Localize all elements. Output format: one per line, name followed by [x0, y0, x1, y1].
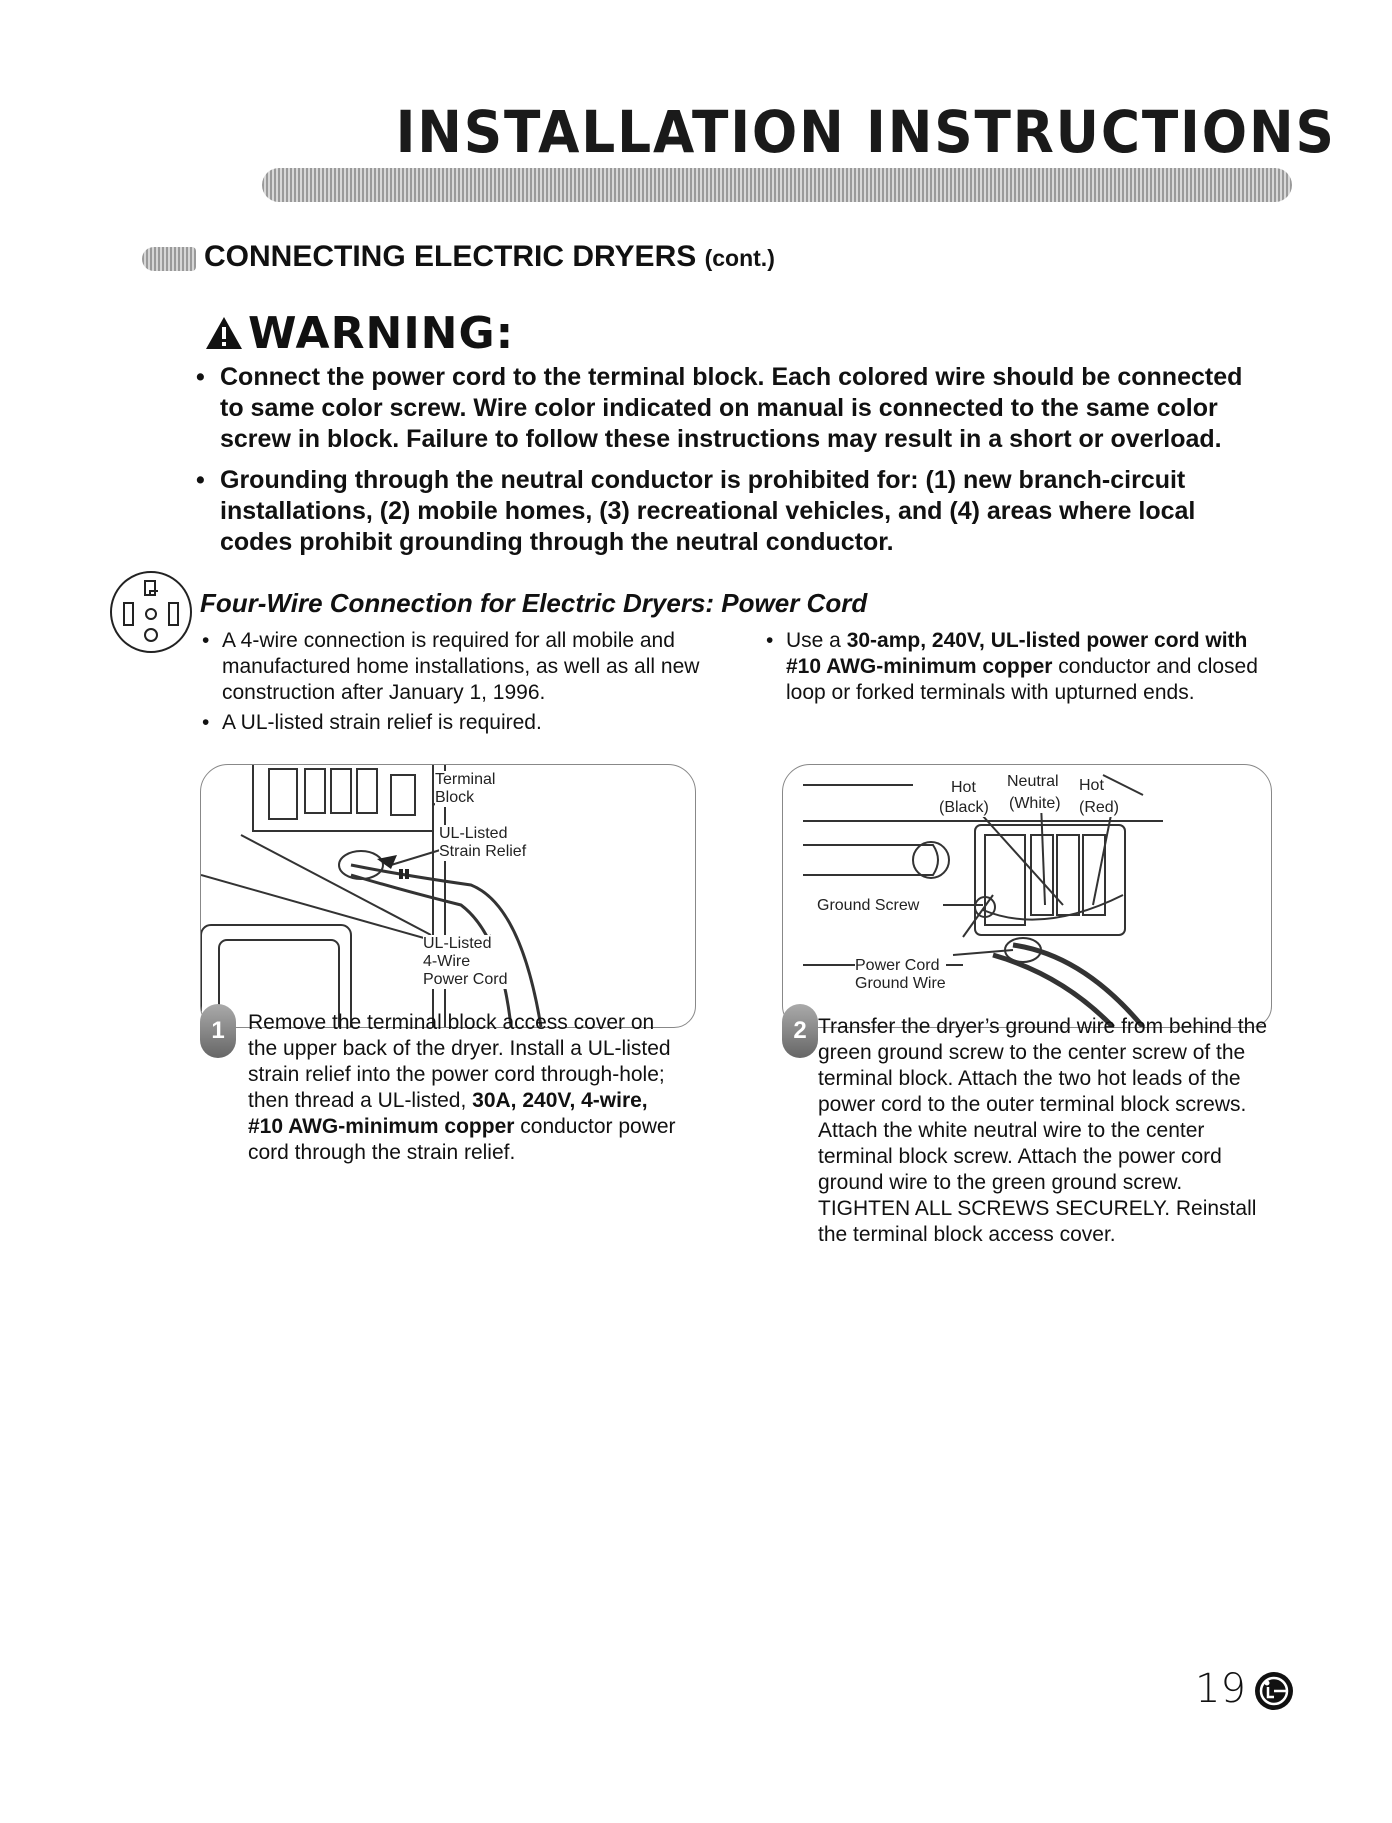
label-hot-left: Hot — [951, 779, 976, 796]
label-hot-right: Hot — [1079, 777, 1104, 794]
step-text: conductor power cord through the strain relief. — [248, 1115, 676, 1164]
label-terminal-block: Terminal Block — [435, 771, 496, 806]
label-power-cord-ground: Power Cord Ground Wire — [855, 957, 946, 992]
requirements-list-left — [200, 628, 720, 740]
label-white: (White) — [1009, 795, 1061, 812]
requirements-list-right — [764, 628, 1284, 710]
four-prong-outlet-icon — [108, 569, 194, 655]
requirement-item: • A UL-listed strain relief is required. — [200, 710, 720, 736]
step-number-badge: 2 — [782, 1004, 818, 1058]
warning-title-text: WARNING: — [248, 308, 515, 359]
step-text: Remove the terminal block access cover on the upper back of the dryer. Install a UL-listed strain relief into the power cord through-hole; then thread a UL-listed, — [248, 1011, 671, 1112]
label-strain-relief: UL-Listed Strain Relief — [439, 825, 527, 860]
label-red: (Red) — [1079, 799, 1120, 816]
label-neutral: Neutral — [1007, 773, 1059, 790]
requirement-item — [764, 628, 1284, 706]
section-decorative-bar — [142, 247, 196, 271]
subsection-heading: Four-Wire Connection for Electric Dryers: Power Cord — [200, 588, 868, 618]
warning-item: • Grounding through the neutral conductor is prohibited for: (1) new branch-circuit installations, (2) mobile homes, (3) recreational vehicles, and (4) areas where local codes prohibit grounding through the neutral conductor. — [196, 465, 1266, 558]
page-number: 19 — [1195, 1666, 1246, 1712]
requirement-bold-text: 30-amp, 240V, UL-listed power cord with #10 AWG-minimum copper — [786, 629, 1248, 678]
step-number-badge: 1 — [200, 1004, 236, 1058]
warning-title — [204, 308, 514, 359]
warning-item: • Connect the power cord to the terminal block. Each colored wire should be connected to same color screw. Wire color indicated on manual is connected to the same color screw in block. Failure to follow these instructions may result in a short or overload. — [196, 362, 1266, 455]
requirement-text: conductor and closed loop or forked terminals with upturned ends. — [786, 655, 1258, 704]
lg-logo-icon — [1254, 1671, 1294, 1711]
label-ground-screw: Ground Screw — [817, 897, 920, 914]
warning-triangle-icon — [204, 315, 244, 351]
section-heading — [204, 240, 775, 274]
step-bold-text: 30A, 240V, 4-wire, #10 AWG-minimum copper — [248, 1089, 648, 1138]
page-title: INSTALLATION INSTRUCTIONS — [395, 98, 1336, 166]
step-1-text — [248, 1010, 688, 1166]
warning-list — [196, 362, 1266, 568]
label-black: (Black) — [939, 799, 989, 816]
label-power-cord: UL-Listed 4-Wire Power Cord — [423, 935, 508, 988]
title-decorative-bar — [262, 168, 1292, 202]
section-heading-text: CONNECTING ELECTRIC DRYERS — [204, 240, 697, 273]
requirement-text: Use a — [786, 629, 847, 652]
requirement-item: • A 4-wire connection is required for all mobile and manufactured home installations, as well as all new construction after January 1, 1996. — [200, 628, 720, 706]
figure-strain-relief — [200, 764, 696, 1028]
step-2-text: Transfer the dryer’s ground wire from behind the green ground screw to the center screw of the terminal block. Attach the two hot leads of the power cord to the outer terminal block screws. Attach the white neutral wire to the center terminal block screw. Attach the power cord ground wire to the green ground screw. TIGHTEN ALL SCREWS SECURELY. Reinstall the terminal block access cover. — [818, 1015, 1267, 1246]
section-heading-suffix: (cont.) — [704, 245, 775, 271]
figure-terminal-block — [782, 764, 1272, 1028]
